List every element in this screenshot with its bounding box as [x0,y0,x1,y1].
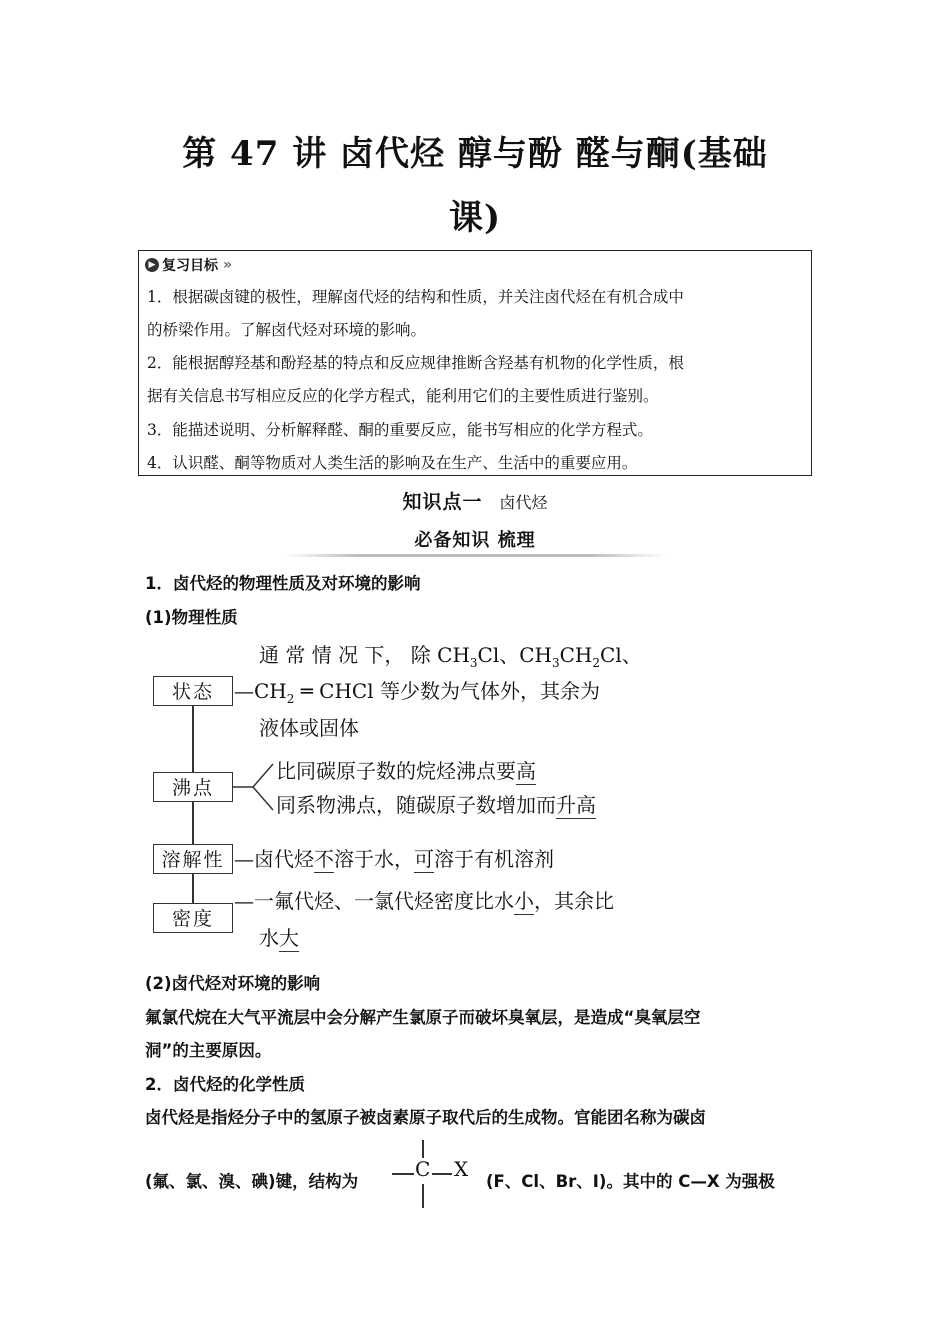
goal-line: 的桥梁作用。了解卤代烃对环境的影响。 [147,321,427,339]
review-goals-box [138,250,812,476]
play-icon: ▶ [145,258,159,272]
goal-line: 4．认识醛、酮等物质对人类生活的影响及在生产、生活中的重要应用。 [147,454,638,472]
goal-line: 2．能根据醇羟基和酚羟基的特点和反应规律推断含羟基有机物的化学性质，根 [147,354,684,372]
boiling-line-1: 比同碳原子数的烷烃沸点要高 [276,759,536,783]
density-line-2: 水大 [259,926,299,950]
review-goals-title: 复习目标 [162,258,218,274]
goal-line: 据有关信息书写相应反应的化学方程式，能利用它们的主要性质进行鉴别。 [147,387,659,405]
chemical-properties-line: 卤代烃是指烃分子中的氢原子被卤素原子取代后的生成物。官能团名称为碳卤 [145,1108,706,1127]
page-title-continued: 课) [448,198,502,238]
halogen-symbol: X [454,1157,469,1181]
goal-line: 1．根据碳卤键的极性，理解卤代烃的结构和性质，并关注卤代烃在有机合成中 [147,288,684,306]
subsection-physical: (1)物理性质 [145,608,238,627]
label-state: 状态 [153,676,233,706]
diagram-connector [192,706,194,922]
label-solubility: 溶解性 [153,844,233,874]
section-heading-text: 必备知识 梳理 [414,530,536,551]
boiling-bracket [233,750,279,825]
review-goals-header [145,255,229,275]
section1-heading: 1．卤代烃的物理性质及对环境的影响 [145,574,421,593]
page-title: 第 47 讲 卤代烃 醇与酚 醛与酮(基础 [182,134,768,174]
carbon-halogen-structure [392,1140,480,1212]
boiling-line-2: 同系物沸点，随碳原子数增加而升高 [276,793,596,817]
environment-text-line: 氟氯代烷在大气平流层中会分解产生氯原子而破坏臭氧层，是造成“臭氧层空 [145,1008,701,1027]
goal-line: 3．能描述说明、分析解释醛、酮的重要反应，能书写相应的化学方程式。 [147,421,653,439]
label-boiling-point: 沸点 [153,772,233,802]
state-line-2: $—CH_2$ ═ CHCl 等少数为气体外，其余为 [234,679,600,706]
state-line-3: 液体或固体 [259,716,359,740]
section-heading [0,526,950,554]
label-density: 密度 [153,903,233,933]
chemical-properties-line-2-tail: (F、Cl、Br、I)。其中的 C—X 为强极 [486,1172,775,1191]
state-line-1: 通 常 情 况 下， 除 $CH_3Cl$、$CH_3CH_2Cl$、 [259,643,642,670]
double-chevron-icon: » [223,257,230,273]
section2-heading: 2．卤代烃的化学性质 [145,1075,305,1094]
section-divider [284,554,666,557]
knowledge-point-subtitle: 卤代烃 [499,493,548,512]
subsection-environment: (2)卤代烃对环境的影响 [145,974,321,993]
density-line-1: —一氟代烃、一氯代烃密度比水小，其余比 [234,889,614,913]
physical-properties-diagram [150,640,680,960]
environment-text-line: 洞”的主要原因。 [145,1041,272,1060]
solubility-line: —卤代烃不溶于水，可溶于有机溶剂 [234,847,554,871]
carbon-symbol: C [415,1157,431,1181]
knowledge-point-heading [0,487,950,514]
chemical-properties-line-2: (氟、氯、溴、碘)键，结构为 [145,1172,359,1191]
knowledge-point-title: 知识点一 [402,491,483,513]
